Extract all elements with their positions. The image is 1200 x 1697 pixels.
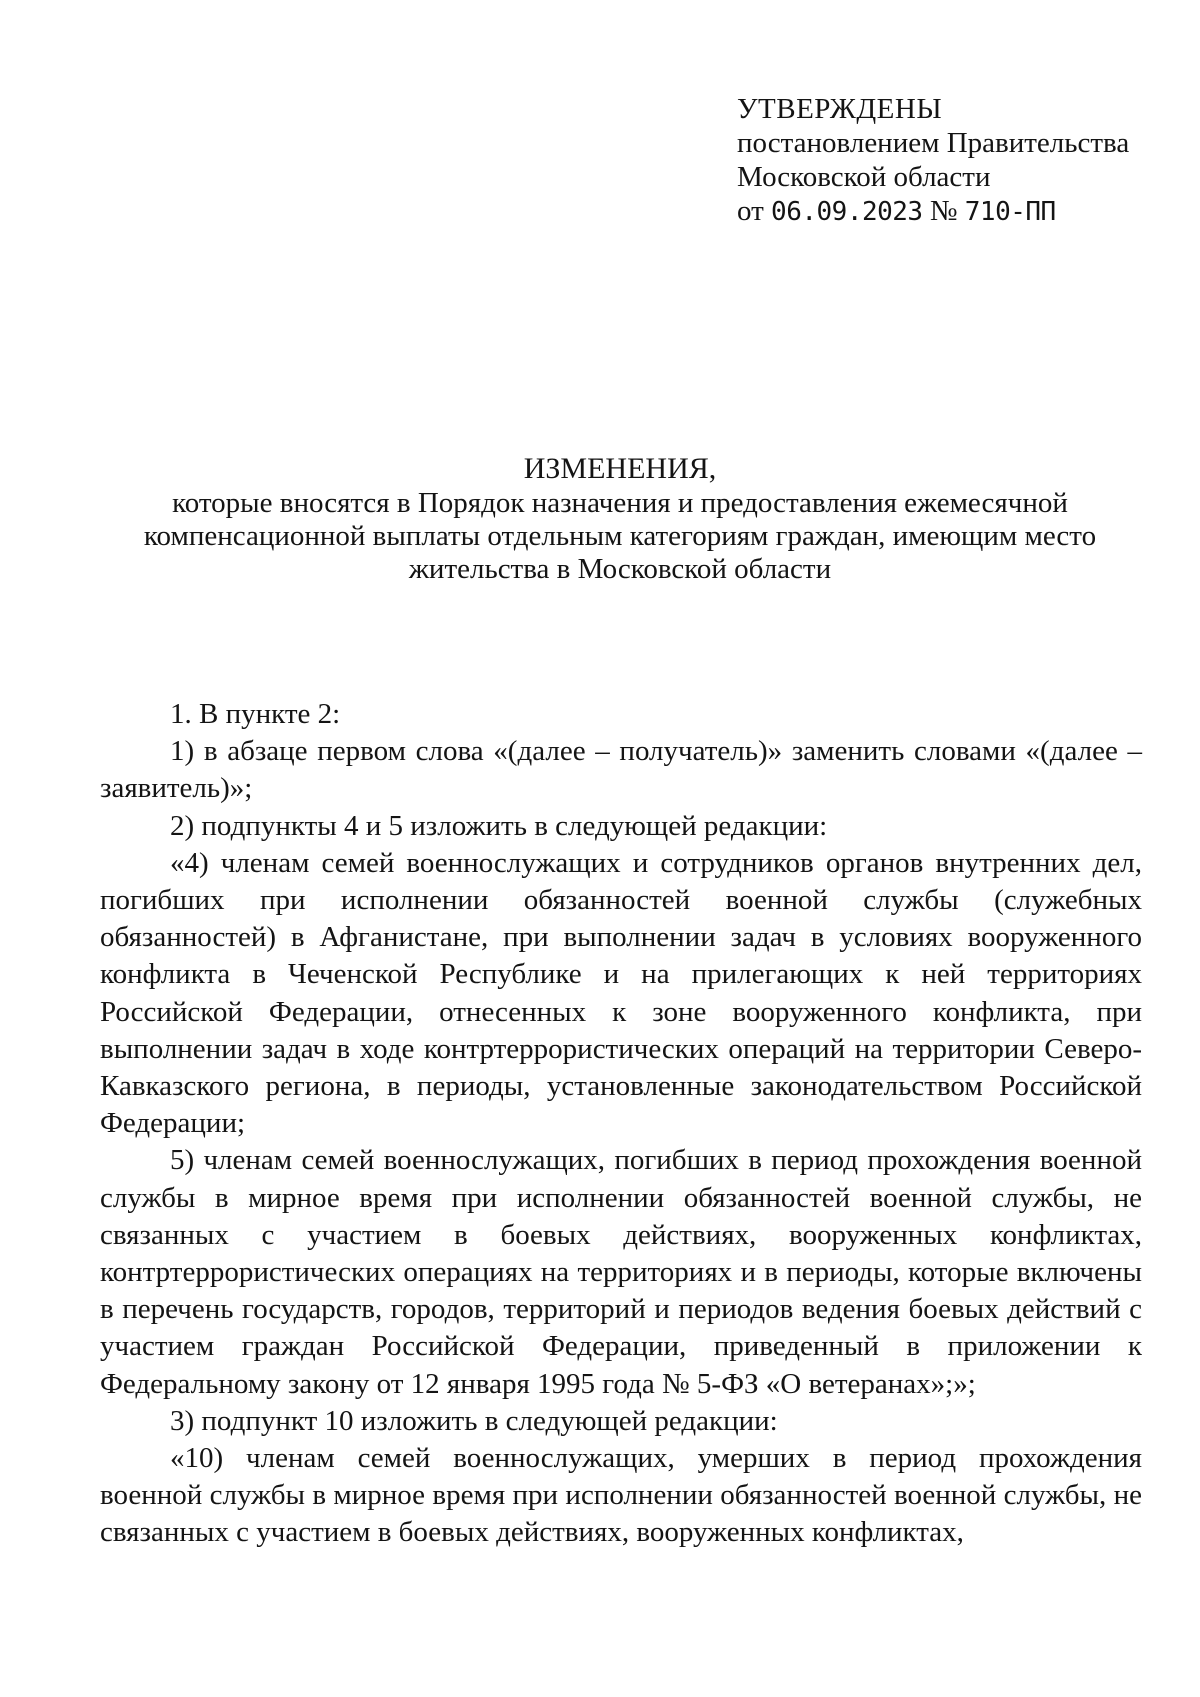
paragraph-2: 1) в абзаце первом слова «(далее – получатель)» заменить словами «(далее – заявитель)»; bbox=[100, 735, 1142, 805]
document-heading bbox=[100, 452, 1140, 586]
approval-stamp bbox=[737, 92, 1177, 229]
paragraph-6: 3) подпункт 10 изложить в следующей редакции: bbox=[170, 1404, 778, 1437]
approval-line-1: постановлением Правительства bbox=[737, 127, 1130, 159]
paragraph-7: «10) членам семей военнослужащих, умерших в период прохождения военной службы в мирное время при исполнении обязанностей военной службы, не связанных с участием в боевых действиях, вооруженных конфликтах, bbox=[100, 1442, 1142, 1549]
approval-title: УТВЕРЖДЕНЫ bbox=[737, 93, 943, 125]
paragraph-1: 1. В пункте 2: bbox=[170, 698, 341, 730]
document-body bbox=[100, 696, 1142, 1552]
paragraph-5: 5) членам семей военнослужащих, погибших в период прохождения военной службы в мирное время при исполнении обязанностей военной службы, не связанных с участием в боевых действиях, вооруженных конфликтах, контртеррористических операциях на территориях и в периоды, которые включены в перечень государств, городов, территорий и периодов ведения боевых действий с участием граждан Российской Федерации, приведенный в приложении к Федеральному закону от 12 января 1995 года № 5-ФЗ «О ветеранах»;»; bbox=[100, 1144, 1142, 1400]
paragraph-4: «4) членам семей военнослужащих и сотрудников органов внутренних дел, погибших при исполнении обязанностей военной службы (служебных обязанностей) в Афганистане, при выполнении задач в условиях вооруженного конфликта в Чеченской Республике и на прилегающих к ней территориях Российской Федерации, отнесенных к зоне вооруженного конфликта, при выполнении задач в ходе контртеррористических операций на территории Северо-Кавказского региона, в периоды, установленные законодательством Российской Федерации; bbox=[100, 846, 1142, 1140]
approval-line-2: Московской области bbox=[737, 161, 991, 193]
approval-number: 710-ПП bbox=[964, 197, 1056, 227]
heading-title: ИЗМЕНЕНИЯ, bbox=[523, 452, 717, 485]
approval-from-label: от bbox=[737, 195, 764, 227]
approval-number-label: № bbox=[929, 195, 958, 227]
approval-date: 06.09.2023 bbox=[771, 197, 923, 227]
paragraph-3: 2) подпункты 4 и 5 изложить в следующей редакции: bbox=[170, 809, 828, 842]
approval-date-line bbox=[737, 194, 1177, 229]
heading-subtitle: которые вносятся в Порядок назначения и предоставления ежемесячной компенсационной выплаты отдельным категориям граждан, имеющим место жительства в Московской области bbox=[143, 487, 1097, 585]
